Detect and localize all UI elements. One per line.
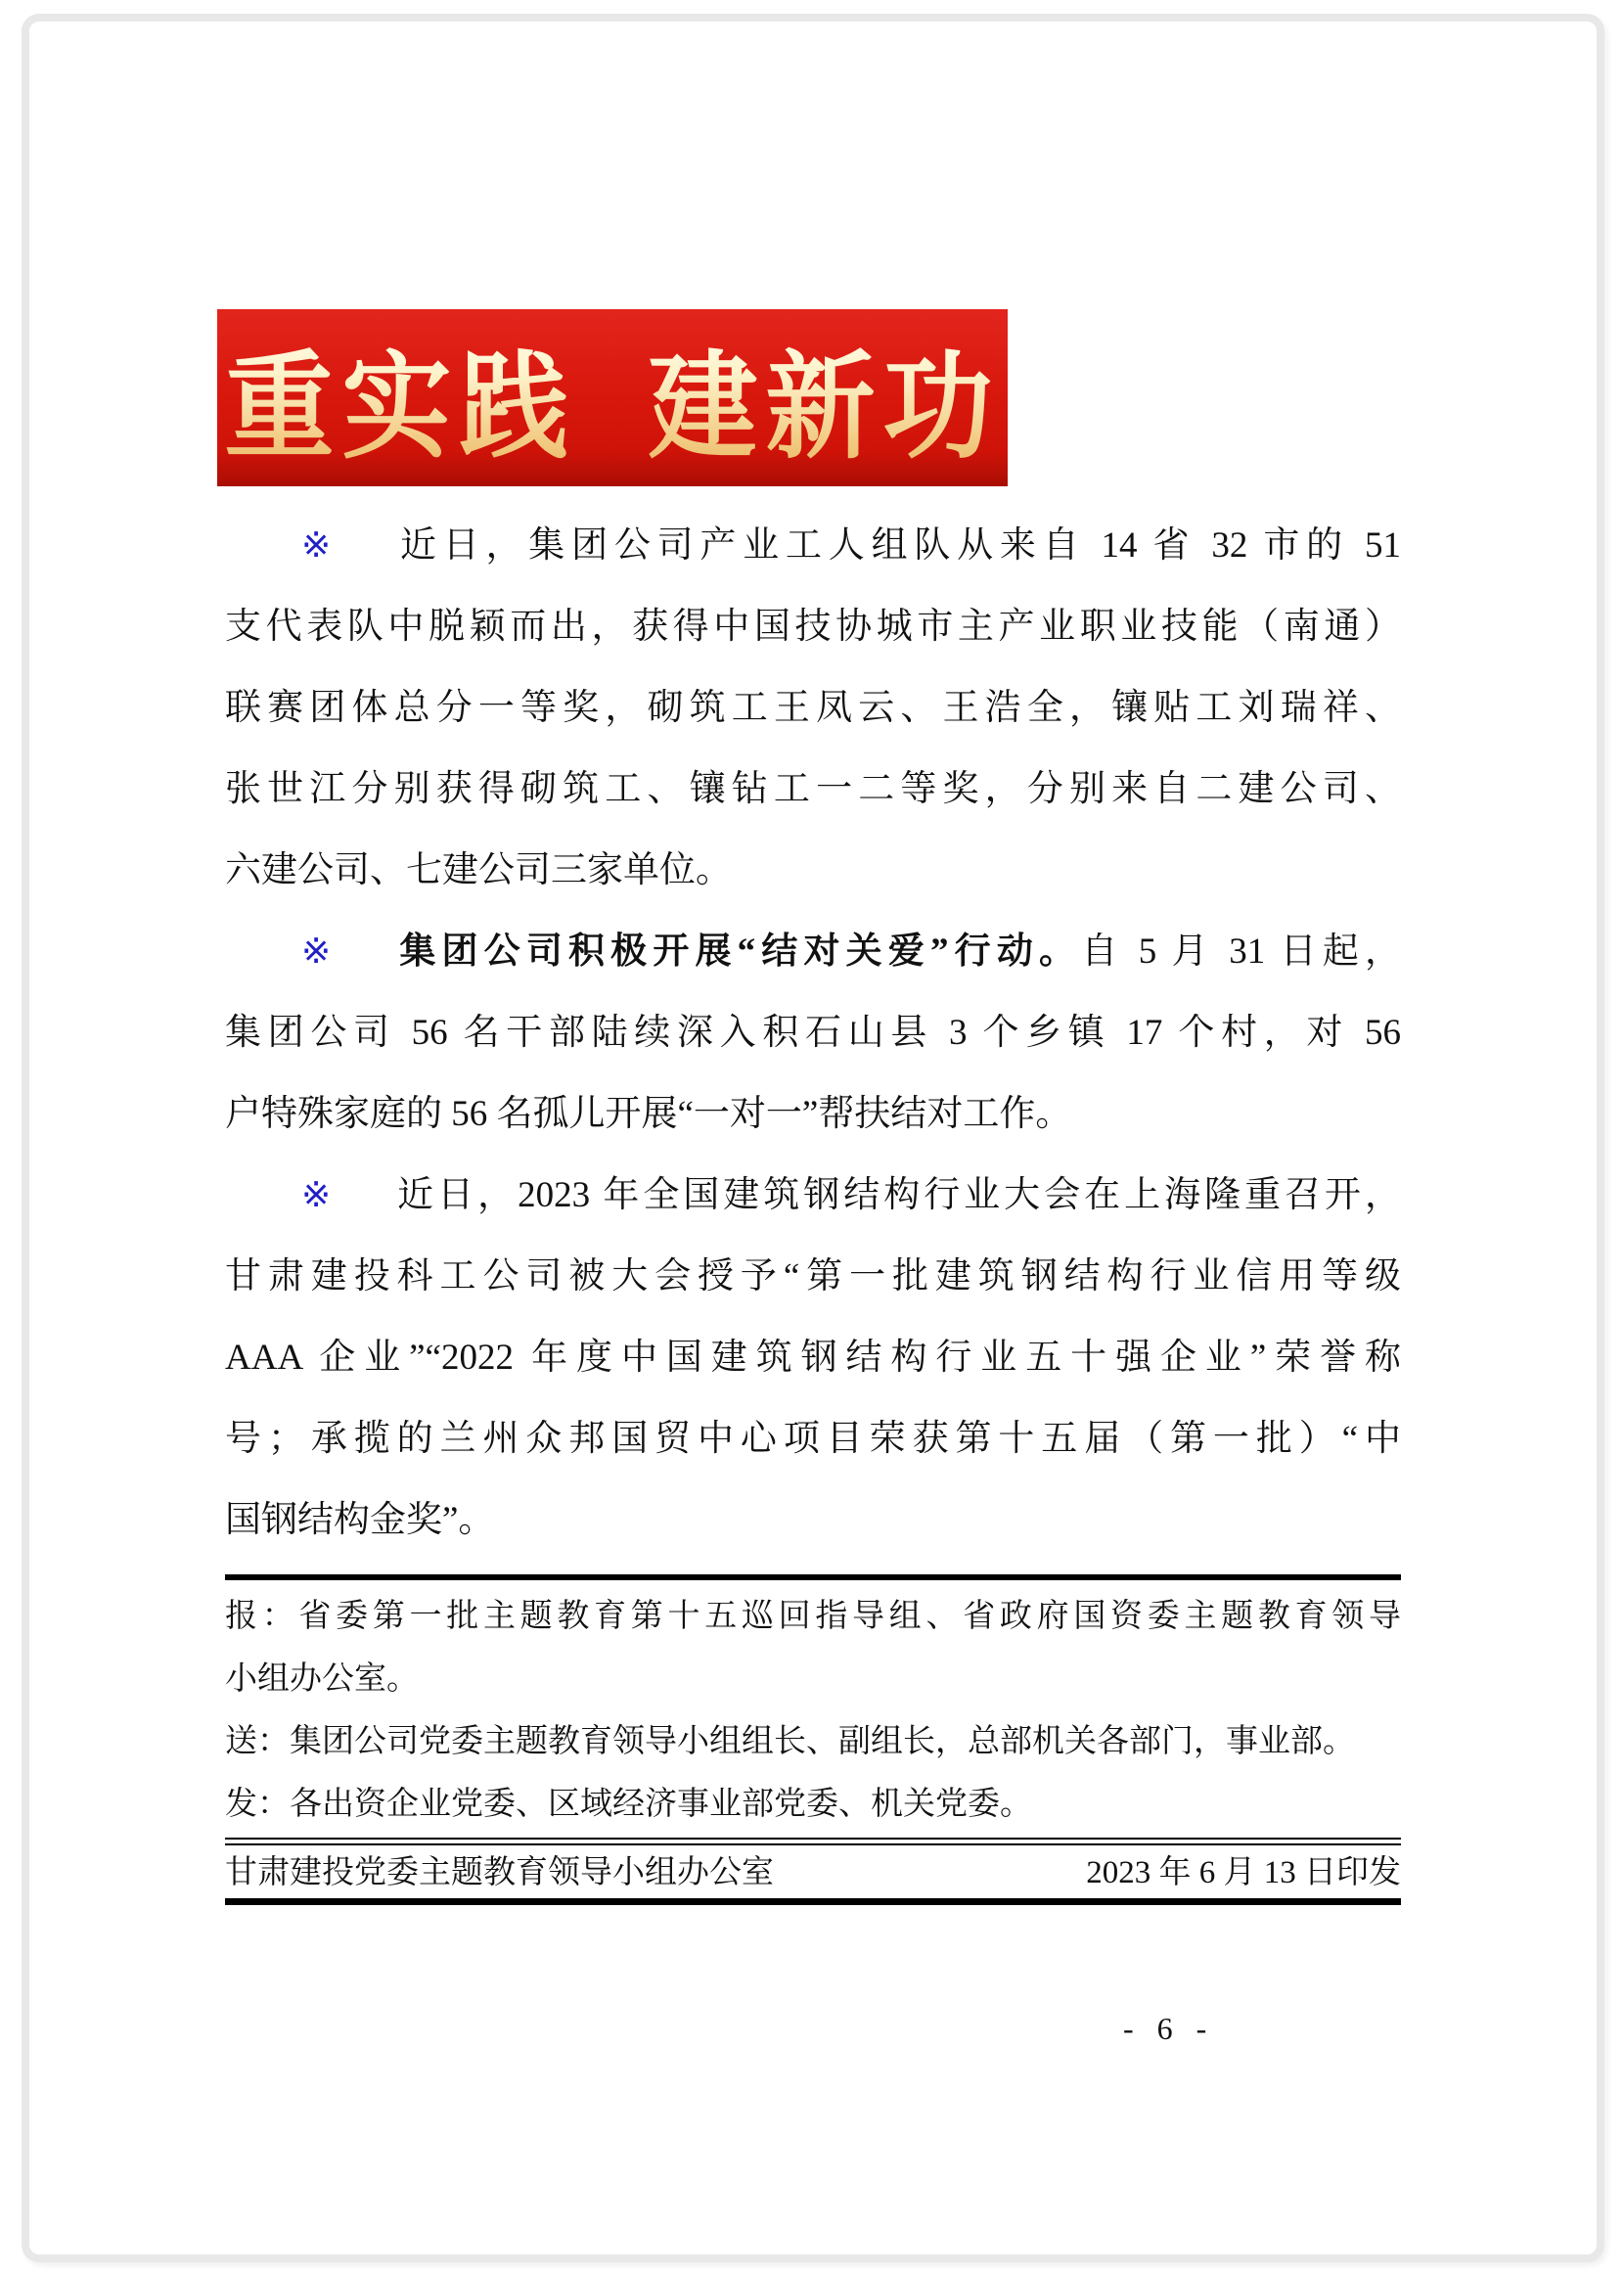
paragraph-line — [225, 586, 1401, 667]
issuer-line — [225, 1851, 1401, 1894]
body-text: AAA 企业”“2022 年度中国建筑钢结构行业五十强企业”荣誉称 — [225, 1338, 1401, 1378]
body-text: 甘肃建投科工公司被大会授予“第一批建筑钢结构行业信用等级 — [225, 1256, 1401, 1296]
separator-rule-bottom — [225, 1898, 1401, 1905]
separator-rule-top — [225, 1574, 1401, 1580]
reference-marker-icon: ※ — [301, 1175, 336, 1214]
distribution-block — [225, 1585, 1401, 1836]
body-paragraphs — [225, 505, 1401, 1561]
reference-marker-icon: ※ — [301, 932, 338, 971]
paragraph-line — [225, 1317, 1401, 1398]
distribution-line: 发：各出资企业党委、区域经济事业部党委、机关党委。 — [225, 1787, 1032, 1822]
body-text: 张世江分别获得砌筑工、镶钻工一二等奖，分别来自二建公司、 — [225, 769, 1401, 809]
body-text: 号；承揽的兰州众邦国贸中心项目荣获第十五届（第一批）“中 — [225, 1419, 1401, 1459]
distribution-line: 送：集团公司党委主题教育领导小组组长、副组长，总部机关各部门，事业部。 — [225, 1724, 1355, 1759]
body-text: 户特殊家庭的 56 名孤儿开展“一对一”帮扶结对工作。 — [225, 1094, 1072, 1134]
body-text: 近日，2023 年全国建筑钢结构行业大会在上海隆重召开， — [397, 1175, 1402, 1215]
paragraph-line — [225, 667, 1401, 749]
paragraph-line — [225, 749, 1401, 830]
paragraph-line — [225, 1236, 1401, 1317]
body-text: 国钢结构金奖”。 — [225, 1500, 495, 1540]
issuer-name: 甘肃建投党委主题教育领导小组办公室 — [225, 1855, 774, 1890]
body-text: 近日，集团公司产业工人组队从来自 14 省 32 市的 51 — [399, 525, 1401, 566]
paragraph-line — [225, 505, 1401, 586]
banner-title: 重实践 建新功 — [224, 314, 1000, 481]
paragraph-line — [225, 1155, 1401, 1236]
issue-date: 2023 年 6 月 13 日印发 — [1086, 1855, 1401, 1890]
paragraph-line — [225, 1398, 1401, 1479]
separator-rule-double — [225, 1838, 1401, 1845]
bold-lead-text: 集团公司积极开展“结对关爱”行动。 — [399, 932, 1082, 972]
body-text: 联赛团体总分一等奖，砌筑工王凤云、王浩全，镶贴工刘瑞祥、 — [225, 688, 1401, 728]
paragraph-line — [225, 1479, 1401, 1561]
distribution-line: 报：省委第一批主题教育第十五巡回指导组、省政府国资委主题教育领导 — [225, 1599, 1401, 1634]
page-number: - 6 - — [1123, 2011, 1215, 2046]
paragraph-line — [225, 911, 1401, 992]
paragraph-line — [225, 830, 1401, 911]
paragraph-line — [225, 992, 1401, 1073]
reference-marker-icon: ※ — [301, 525, 338, 565]
body-text: 自 5 月 31 日起， — [1081, 932, 1402, 972]
banner — [217, 309, 1008, 486]
distribution-line: 小组办公室。 — [225, 1661, 419, 1697]
body-text: 六建公司、七建公司三家单位。 — [225, 850, 732, 890]
paragraph-line — [225, 1073, 1401, 1155]
body-text: 支代表队中脱颖而出，获得中国技协城市主产业职业技能（南通） — [225, 607, 1401, 647]
body-text: 集团公司 56 名干部陆续深入积石山县 3 个乡镇 17 个村，对 56 — [225, 1013, 1401, 1053]
